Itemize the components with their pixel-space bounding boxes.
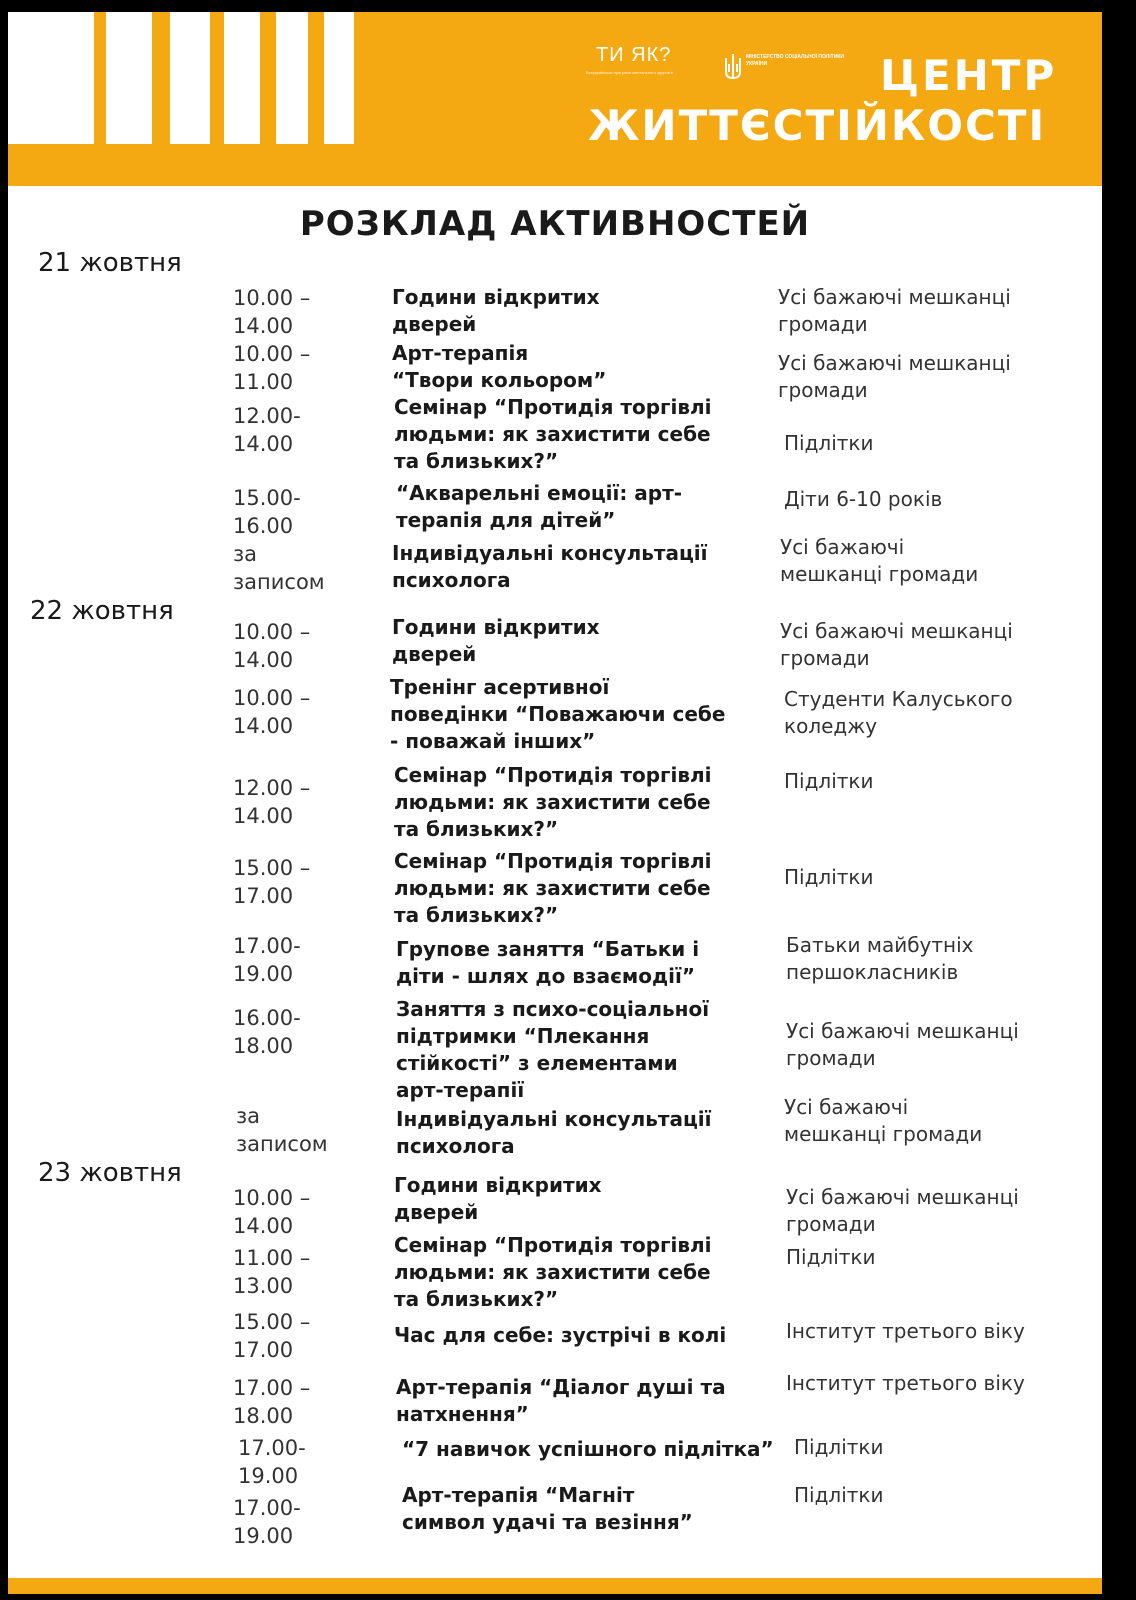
audience: Підлітки xyxy=(794,1435,884,1459)
audience: Усі бажаючі мешканці громади xyxy=(778,285,1011,336)
tiyak-logo: ТИ ЯК? xyxy=(596,44,672,66)
time-slot: 17.00- 19.00 xyxy=(233,934,301,986)
audience: Усі бажаючі мешканці громади xyxy=(784,1095,983,1146)
time-slot: за записом xyxy=(233,542,325,594)
trident-icon xyxy=(722,52,744,82)
time-slot: 15.00 – 17.00 xyxy=(233,1310,311,1362)
time-slot: 12.00- 14.00 xyxy=(233,404,301,456)
audience: Підлітки xyxy=(784,431,874,455)
time-slot: за записом xyxy=(236,1104,328,1156)
time-slot: 17.00- 19.00 xyxy=(233,1496,301,1548)
audience: Підлітки xyxy=(794,1483,884,1507)
time-slot: 10.00 – 14.00 xyxy=(233,620,311,672)
activity-title: Час для себе: зустрічі в колі xyxy=(394,1323,727,1347)
tiyak-logo-subtitle: Всеукраїнська програма ментального здоров'я xyxy=(586,70,673,75)
time-slot: 10.00 – 14.00 xyxy=(233,286,311,338)
audience: Усі бажаючі мешканці громади xyxy=(786,1019,1019,1070)
header-stripe xyxy=(106,12,152,144)
date-heading: 21 жовтня xyxy=(38,248,182,278)
center-title-line2: ЖИТТЄСТІЙКОСТІ xyxy=(588,101,1047,150)
activity-title: Семінар “Протидія торгівлі людьми: як захистити себе та близьких?” xyxy=(394,849,712,927)
time-slot: 17.00 – 18.00 xyxy=(233,1376,311,1428)
activity-title: Семінар “Протидія торгівлі людьми: як захистити себе та близьких?” xyxy=(394,395,712,473)
activity-title: “Акварельні емоції: арт- терапія для дітей” xyxy=(396,481,683,532)
center-title-line1: ЦЕНТР xyxy=(880,51,1058,100)
time-slot: 17.00- 19.00 xyxy=(238,1436,306,1488)
date-heading: 22 жовтня xyxy=(30,596,174,626)
schedule-poster xyxy=(8,12,1102,1594)
audience: Інститут третього віку xyxy=(786,1371,1025,1395)
activity-title: Семінар “Протидія торгівлі людьми: як захистити себе та близьких?” xyxy=(394,1233,712,1311)
activity-title: Індивідуальні консультації психолога xyxy=(396,1107,712,1158)
audience: Інститут третього віку xyxy=(786,1319,1025,1343)
activity-title: Години відкритих дверей xyxy=(392,285,600,336)
audience: Студенти Калуського коледжу xyxy=(784,687,1013,738)
header-stripe xyxy=(276,12,308,144)
time-slot: 16.00- 18.00 xyxy=(233,1006,301,1058)
header-stripe xyxy=(324,12,354,144)
activity-title: Тренінг асертивної поведінки “Поважаючи себе - поважай інших” xyxy=(390,675,726,753)
audience: Діти 6-10 років xyxy=(784,487,943,511)
time-slot: 15.00- 16.00 xyxy=(233,486,301,538)
audience: Усі бажаючі мешканці громади xyxy=(780,619,1013,670)
audience: Усі бажаючі мешканці громади xyxy=(780,535,979,586)
activity-title: Арт-терапія “Твори кольором” xyxy=(392,341,607,392)
header-stripe xyxy=(170,12,210,144)
ministry-logo: МІНІСТЕРСТВО СОЦІАЛЬНОЇ ПОЛІТИКИ УКРАЇНИ xyxy=(746,54,844,67)
header-banner xyxy=(8,12,1102,186)
header-stripe xyxy=(8,12,94,144)
activity-title: “7 навичок успішного підлітка” xyxy=(402,1437,774,1461)
audience: Батьки майбутніх першокласників xyxy=(786,933,974,984)
time-slot: 12.00 – 14.00 xyxy=(233,776,311,828)
activity-title: Заняття з психо-соціальної підтримки “Плекання стійкості” з елементами арт-терапії xyxy=(396,997,710,1102)
time-slot: 10.00 – 11.00 xyxy=(233,342,311,394)
activity-title: Години відкритих дверей xyxy=(394,1173,602,1224)
time-slot: 10.00 – 14.00 xyxy=(233,686,311,738)
time-slot: 15.00 – 17.00 xyxy=(233,856,311,908)
activity-title: Арт-терапія “Магніт символ удачі та везіння” xyxy=(402,1483,693,1534)
audience: Підлітки xyxy=(784,865,874,889)
footer-bar xyxy=(8,1578,1102,1594)
activity-title: Індивідуальні консультації психолога xyxy=(392,541,708,592)
time-slot: 11.00 – 13.00 xyxy=(233,1246,311,1298)
date-heading: 23 жовтня xyxy=(38,1158,182,1188)
audience: Підлітки xyxy=(786,1245,876,1269)
activity-title: Години відкритих дверей xyxy=(392,615,600,666)
activity-title: Арт-терапія “Діалог душі та натхнення” xyxy=(396,1375,726,1426)
activity-title: Семінар “Протидія торгівлі людьми: як захистити себе та близьких?” xyxy=(394,763,712,841)
header-stripe xyxy=(224,12,260,144)
audience: Усі бажаючі мешканці громади xyxy=(778,351,1011,402)
activity-title: Групове заняття “Батьки і діти - шлях до взаємодії” xyxy=(396,937,700,988)
page-title: РОЗКЛАД АКТИВНОСТЕЙ xyxy=(299,204,811,244)
audience: Підлітки xyxy=(784,769,874,793)
audience: Усі бажаючі мешканці громади xyxy=(786,1185,1019,1236)
time-slot: 10.00 – 14.00 xyxy=(233,1186,311,1238)
